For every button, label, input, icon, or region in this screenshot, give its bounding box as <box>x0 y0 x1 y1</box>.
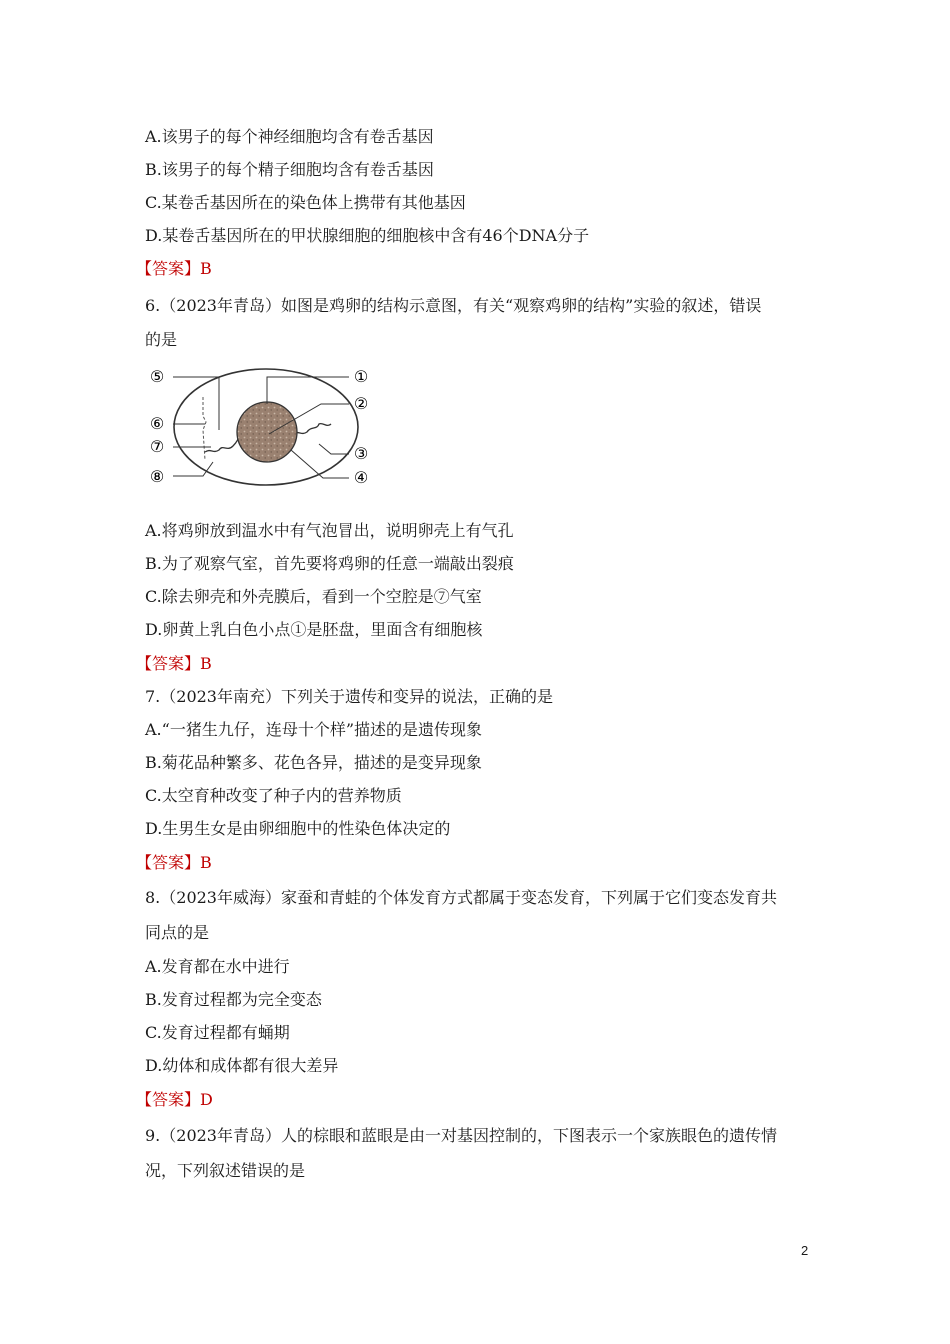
label-2: ② <box>353 394 369 413</box>
q6-option-a: A.将鸡卵放到温水中有气泡冒出，说明卵壳上有气孔 <box>145 521 514 540</box>
label-5: ⑤ <box>149 367 165 386</box>
q8-stem-line1: 8.（2023年威海）家蚕和青蛙的个体发育方式都属于变态发育，下列属于它们变态发育共 <box>145 888 777 907</box>
q6-stem-line1: 6.（2023年青岛）如图是鸡卵的结构示意图，有关“观察鸡卵的结构”实验的叙述，错误 <box>145 296 762 315</box>
label-3: ③ <box>353 444 369 463</box>
label-6: ⑥ <box>149 414 165 433</box>
q7-stem: 7.（2023年南充）下列关于遗传和变异的说法，正确的是 <box>145 687 553 706</box>
answer-value: D <box>200 1090 213 1109</box>
q7-answer <box>136 852 212 874</box>
label-4: ④ <box>353 468 369 487</box>
q5-option-a: A.该男子的每个神经细胞均含有卷舌基因 <box>145 127 434 146</box>
label-7: ⑦ <box>149 437 165 456</box>
q6-option-c: C.除去卵壳和外壳膜后，看到一个空腔是⑦气室 <box>145 587 482 606</box>
page-number: 2 <box>801 1243 809 1258</box>
q6-option-d: D.卵黄上乳白色小点①是胚盘，里面含有细胞核 <box>145 620 483 639</box>
q6-answer <box>136 653 212 675</box>
label-8: ⑧ <box>149 467 165 486</box>
q7-option-b: B.菊花品种繁多、花色各异，描述的是变异现象 <box>145 753 482 772</box>
q5-answer <box>136 258 212 280</box>
q9-stem-line2: 况，下列叙述错误的是 <box>145 1161 306 1180</box>
q8-stem-line2: 同点的是 <box>145 923 210 942</box>
q5-option-c: C.某卷舌基因所在的染色体上携带有其他基因 <box>145 193 466 212</box>
q8-option-c: C.发育过程都有蛹期 <box>145 1023 290 1042</box>
q5-option-b: B.该男子的每个精子细胞均含有卷舌基因 <box>145 160 434 179</box>
answer-label: 【答案】 <box>136 654 201 673</box>
q7-option-d: D.生男生女是由卵细胞中的性染色体决定的 <box>145 819 451 838</box>
yolk <box>237 402 297 462</box>
label-1: ① <box>353 367 369 386</box>
q8-option-a: A.发育都在水中进行 <box>145 957 290 976</box>
answer-label: 【答案】 <box>136 1090 201 1109</box>
q8-answer <box>136 1089 213 1111</box>
q5-option-d: D.某卷舌基因所在的甲状腺细胞的细胞核中含有46个DNA分子 <box>145 226 590 245</box>
q7-option-a: A.“一猪生九仔，连母十个样”描述的是遗传现象 <box>145 720 483 739</box>
q9-stem-line1: 9.（2023年青岛）人的棕眼和蓝眼是由一对基因控制的，下图表示一个家族眼色的遗传情 <box>145 1126 777 1145</box>
q8-option-b: B.发育过程都为完全变态 <box>145 990 322 1009</box>
answer-label: 【答案】 <box>136 259 201 278</box>
q7-option-c: C.太空育种改变了种子内的营养物质 <box>145 786 402 805</box>
answer-label: 【答案】 <box>136 853 201 872</box>
answer-value: B <box>200 259 212 278</box>
answer-value: B <box>200 654 212 673</box>
q6-stem-line2: 的是 <box>145 330 178 349</box>
q8-option-d: D.幼体和成体都有很大差异 <box>145 1056 339 1075</box>
answer-value: B <box>200 853 212 872</box>
egg-structure-diagram <box>141 364 381 492</box>
q6-option-b: B.为了观察气室，首先要将鸡卵的任意一端敲出裂痕 <box>145 554 514 573</box>
